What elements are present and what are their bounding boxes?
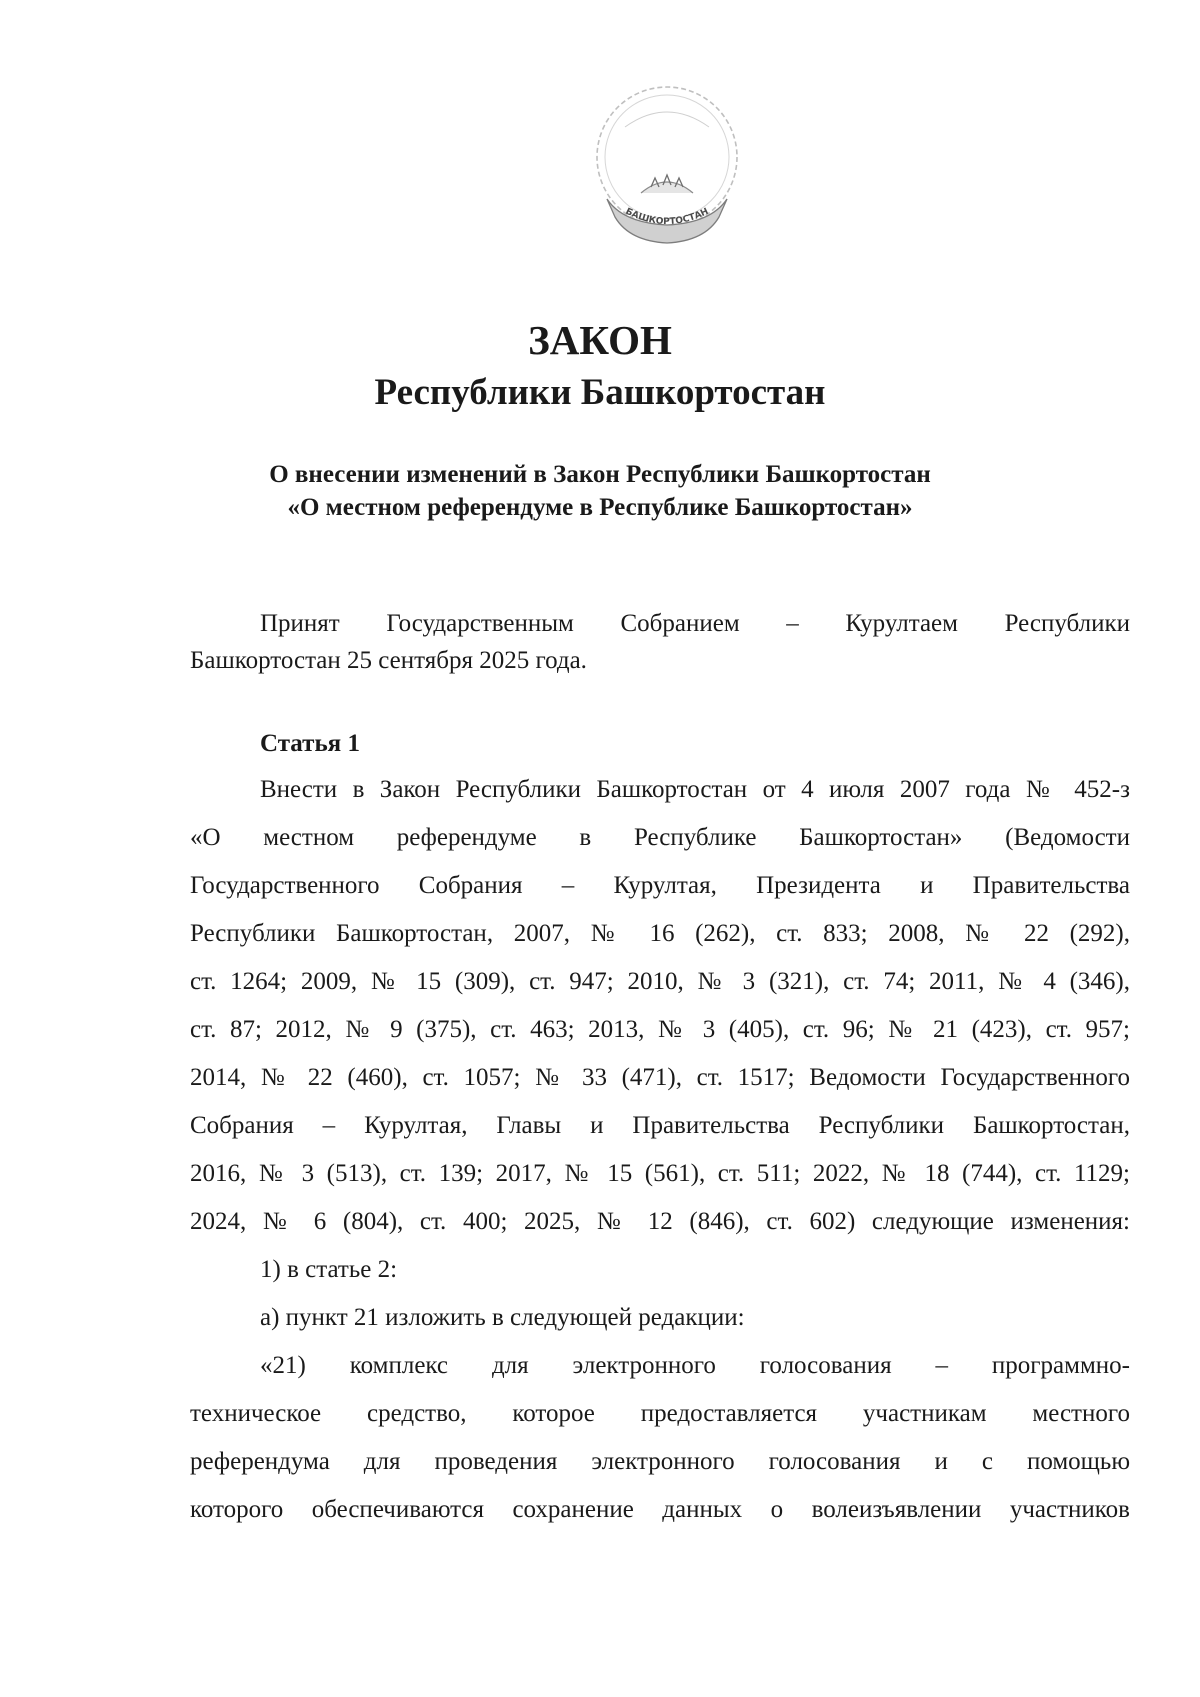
article-line: Государственного Собрания – Курултая, Президента и Правительства xyxy=(190,872,1130,899)
list-item: 1) в статье 2: xyxy=(260,1256,398,1283)
list-item: а) пункт 21 изложить в следующей редакции: xyxy=(260,1304,745,1331)
adoption-line: Принят Государственным Собранием – Курултаем Республики xyxy=(260,610,1130,637)
article-line: Республики Башкортостан, 2007, № 16 (262), ст. 833; 2008, № 22 (292), xyxy=(190,920,1130,947)
document-subtitle: Республики Башкортостан xyxy=(374,372,826,413)
law-subject-line: О внесении изменений в Закон Республики Башкортостан xyxy=(269,461,931,488)
article-line: «О местном референдуме в Республике Башкортостан» (Ведомости xyxy=(190,824,1130,851)
law-subject xyxy=(0,458,1200,524)
article-line: Внести в Закон Республики Башкортостан от 4 июля 2007 года № 452-з xyxy=(260,776,1130,803)
quote-line: техническое средство, которое предоставляется участникам местного xyxy=(190,1400,1130,1427)
article-line: ст. 1264; 2009, № 15 (309), ст. 947; 2010, № 3 (321), ст. 74; 2011, № 4 (346), xyxy=(190,968,1130,995)
bashkortostan-emblem-icon xyxy=(585,75,755,260)
law-subject-line: «О местном референдуме в Республике Башкортостан» xyxy=(287,494,913,521)
article-line: 2024, № 6 (804), ст. 400; 2025, № 12 (846), ст. 602) следующие изменения: xyxy=(190,1208,1130,1235)
quote-line: «21) комплекс для электронного голосования – программно- xyxy=(260,1352,1130,1379)
article-line: Собрания – Курултая, Главы и Правительства Республики Башкортостан, xyxy=(190,1112,1130,1139)
adoption-line: Башкортостан 25 сентября 2025 года. xyxy=(190,647,587,674)
article-line: 2016, № 3 (513), ст. 139; 2017, № 15 (561), ст. 511; 2022, № 18 (744), ст. 1129; xyxy=(190,1160,1130,1187)
article-heading: Статья 1 xyxy=(260,730,360,757)
svg-text:БАШКОРТОСТАН: БАШКОРТОСТАН xyxy=(623,206,711,228)
document-title: ЗАКОН xyxy=(528,317,672,363)
quote-line: референдума для проведения электронного голосования и с помощью xyxy=(190,1448,1130,1475)
article-line: ст. 87; 2012, № 9 (375), ст. 463; 2013, № 3 (405), ст. 96; № 21 (423), ст. 957; xyxy=(190,1016,1130,1043)
quote-line: которого обеспечиваются сохранение данных о волеизъявлении участников xyxy=(190,1496,1130,1523)
article-line: 2014, № 22 (460), ст. 1057; № 33 (471), ст. 1517; Ведомости Государственного xyxy=(190,1064,1130,1091)
